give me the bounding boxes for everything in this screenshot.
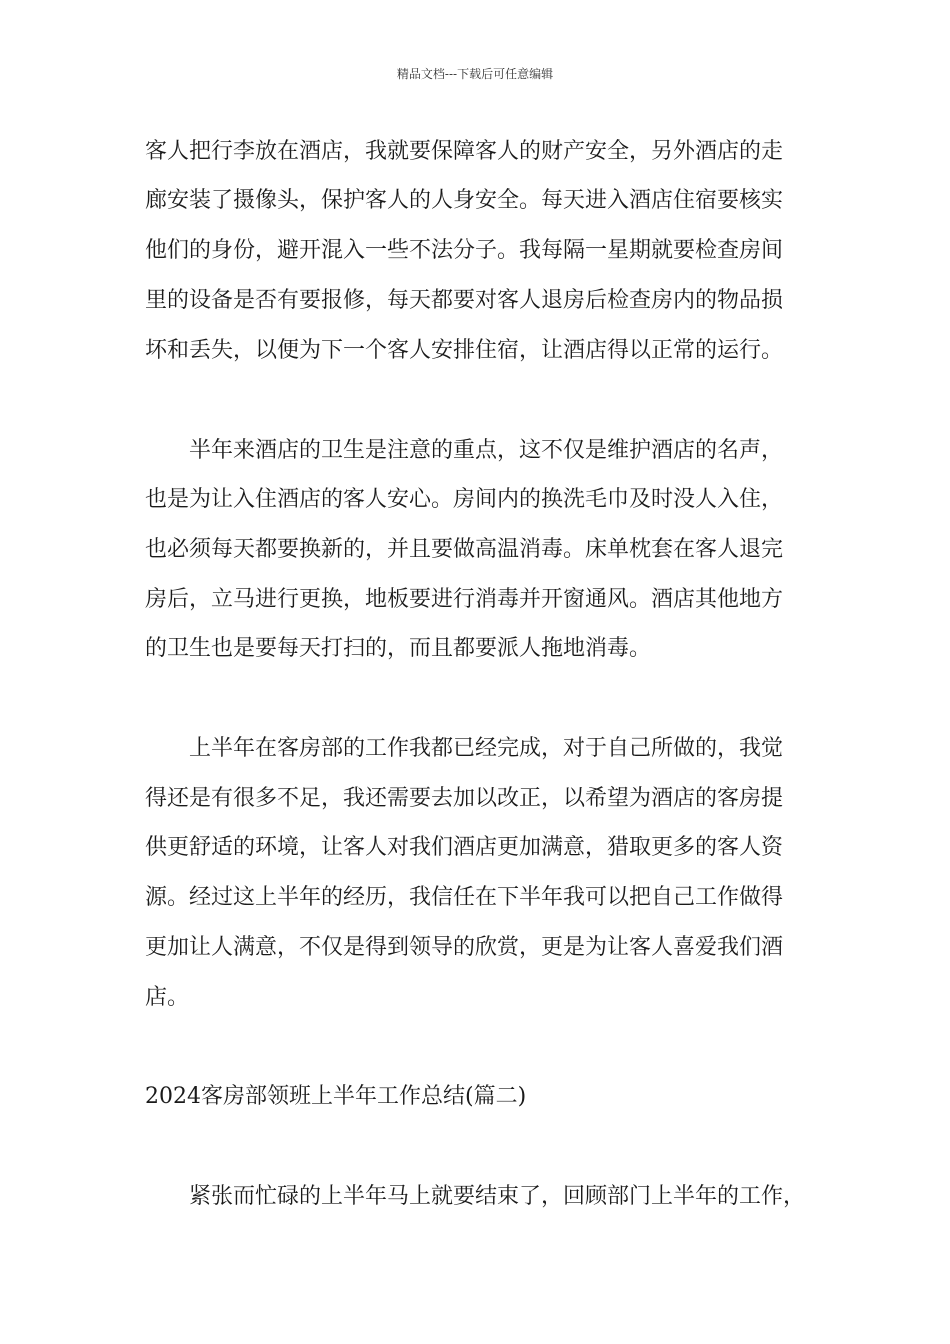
paragraph-1-line-5: 坏和丢失，以便为下一个客人安排住宿，让酒店得以正常的运行。: [145, 338, 784, 363]
paragraph-3-line-4: 源。经过这上半年的经历，我信任在下半年我可以把自己工作做得: [145, 885, 784, 910]
page-header: 精品文档---下载后可任意编辑: [396, 67, 554, 81]
paragraph-2-line-1: 半年来酒店的卫生是注意的重点，这不仅是维护酒店的名声，: [189, 438, 784, 463]
paragraph-3-line-1: 上半年在客房部的工作我都已经完成，对于自己所做的，我觉: [189, 736, 784, 761]
paragraph-2-line-4: 房后，立马进行更换，地板要进行消毒并开窗通风。酒店其他地方: [145, 587, 784, 612]
paragraph-3-line-5: 更加让人满意，不仅是得到领导的欣赏，更是为让客人喜爱我们酒: [145, 935, 784, 960]
paragraph-3-line-6: 店。: [145, 985, 190, 1010]
paragraph-1-line-4: 里的设备是否有要报修，每天都要对客人退房后检查房内的物品损: [145, 288, 784, 313]
section-title: 2024客房部领班上半年工作总结(篇二): [145, 1084, 527, 1109]
paragraph-2-line-3: 也必须每天都要换新的，并且要做高温消毒。床单枕套在客人退完: [145, 537, 784, 562]
paragraph-4-line-1: 紧张而忙碌的上半年马上就要结束了，回顾部门上半年的工作，: [189, 1184, 806, 1209]
paragraph-3-line-2: 得还是有很多不足，我还需要去加以改正，以希望为酒店的客房提: [145, 786, 784, 811]
paragraph-3-line-3: 供更舒适的环境，让客人对我们酒店更加满意，猎取更多的客人资: [145, 835, 784, 860]
paragraph-2-line-5: 的卫生也是要每天打扫的，而且都要派人拖地消毒。: [145, 636, 652, 661]
paragraph-1-line-3: 他们的身份，避开混入一些不法分子。我每隔一星期就要检查房间: [145, 238, 784, 263]
paragraph-1-line-1: 客人把行李放在酒店，我就要保障客人的财产安全，另外酒店的走: [145, 139, 784, 164]
paragraph-2-line-2: 也是为让入住酒店的客人安心。房间内的换洗毛巾及时没人入住，: [145, 487, 784, 512]
paragraph-1-line-2: 廊安装了摄像头，保护客人的人身安全。每天进入酒店住宿要核实: [145, 188, 784, 213]
